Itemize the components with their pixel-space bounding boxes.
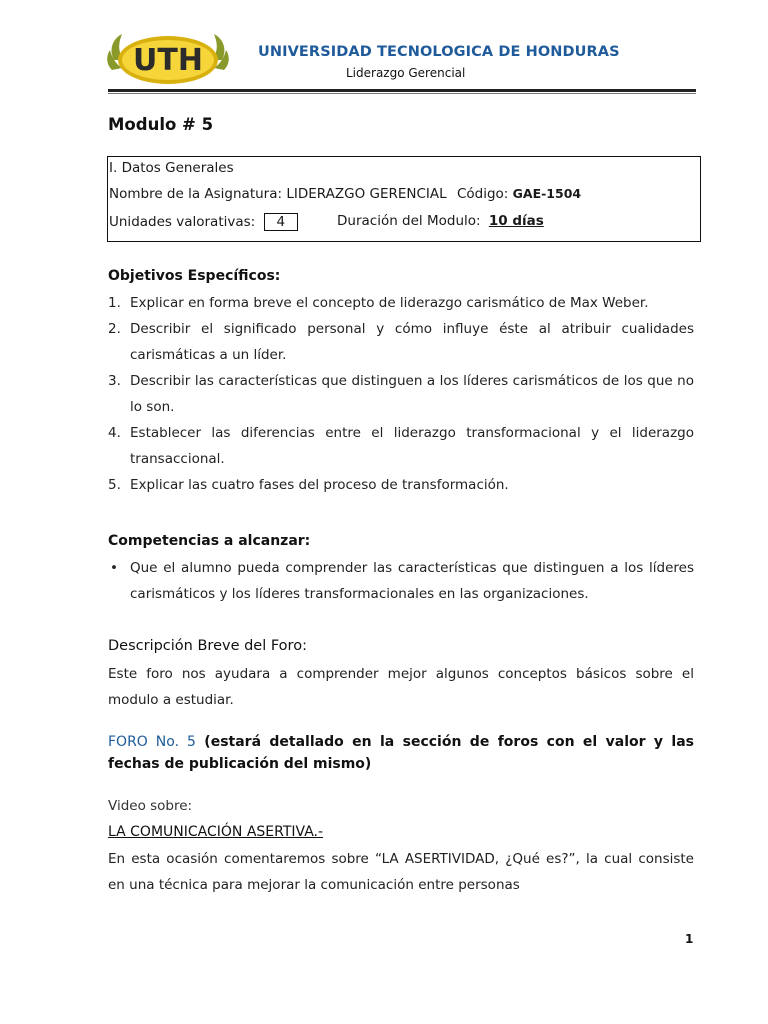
university-logo bbox=[104, 30, 232, 90]
objective-number: 5. bbox=[108, 477, 121, 493]
logo-text: UTH bbox=[133, 43, 203, 78]
foro-block bbox=[108, 731, 694, 775]
code-value: GAE-1504 bbox=[512, 186, 582, 201]
code-label: Código: bbox=[456, 186, 509, 202]
duration-value: 10 días bbox=[488, 213, 544, 229]
objective-text-cont: transaccional. bbox=[130, 451, 225, 467]
objectives-title: Objetivos Específicos: bbox=[108, 268, 281, 284]
module-title: Modulo # 5 bbox=[108, 115, 214, 134]
forum-desc-line: modulo a estudiar. bbox=[108, 692, 234, 708]
forum-desc-title: Descripción Breve del Foro: bbox=[108, 638, 307, 654]
foro-line-1 bbox=[108, 731, 694, 753]
competencies-title: Competencias a alcanzar: bbox=[108, 533, 311, 549]
bullet: • bbox=[110, 560, 118, 576]
objective-text-cont: carismáticas a un líder. bbox=[130, 347, 287, 363]
video-line: en una técnica para mejorar la comunicación entre personas bbox=[108, 877, 520, 893]
page-number: 1 bbox=[685, 932, 694, 946]
objective-number: 2. bbox=[108, 321, 121, 337]
duration-label: Duración del Modulo: bbox=[337, 213, 481, 229]
forum-desc-body bbox=[108, 661, 694, 713]
competency-text: Que el alumno pueda comprender las características que distinguen a los líderes bbox=[130, 560, 694, 576]
objective-text: Establecer las diferencias entre el liderazgo transformacional y el liderazgo bbox=[130, 425, 694, 441]
foro-desc-2: fechas de publicación del mismo) bbox=[108, 756, 372, 772]
header-rule bbox=[108, 89, 696, 92]
units-label: Unidades valorativas: bbox=[109, 214, 256, 230]
objective-text: Explicar en forma breve el concepto de liderazgo carismático de Max Weber. bbox=[130, 295, 649, 311]
objective-number: 4. bbox=[108, 425, 121, 441]
objective-number: 1. bbox=[108, 295, 121, 311]
objective-text: Describir las características que distinguen a los líderes carismáticos de los que no bbox=[130, 373, 694, 389]
general-section-title: I. Datos Generales bbox=[109, 160, 234, 176]
objective-number: 3. bbox=[108, 373, 121, 389]
duration-row bbox=[337, 213, 544, 229]
units-row bbox=[109, 213, 298, 231]
objective-text: Explicar las cuatro fases del proceso de transformación. bbox=[130, 477, 509, 493]
objective-item bbox=[108, 290, 694, 316]
subject-row bbox=[109, 186, 581, 202]
competency-text-cont: carismáticos y los líderes transformacionales en las organizaciones. bbox=[130, 586, 589, 602]
objective-text-cont: lo son. bbox=[130, 399, 175, 415]
video-body bbox=[108, 846, 694, 898]
video-line: En esta ocasión comentaremos sobre “LA ASERTIVIDAD, ¿Qué es?”, la cual consiste bbox=[108, 851, 694, 867]
competencies-list bbox=[108, 555, 694, 607]
course-header: Liderazgo Gerencial bbox=[346, 66, 466, 80]
subject-label: Nombre de la Asignatura: bbox=[109, 186, 283, 202]
objective-item bbox=[108, 472, 694, 498]
units-value: 4 bbox=[264, 213, 299, 231]
header-rule-thin bbox=[108, 93, 696, 94]
university-name: UNIVERSIDAD TECNOLOGICA DE HONDURAS bbox=[258, 44, 620, 60]
video-intro: Video sobre: bbox=[108, 798, 193, 814]
video-title: LA COMUNICACIÓN ASERTIVA.- bbox=[108, 824, 324, 840]
foro-desc-1: (estará detallado en la sección de foros con el valor y las bbox=[204, 734, 694, 750]
foro-label: FORO No. 5 bbox=[108, 734, 196, 750]
subject-value: LIDERAZGO GERENCIAL bbox=[286, 186, 447, 202]
objective-text: Describir el significado personal y cómo influye éste al atribuir cualidades bbox=[130, 321, 694, 337]
forum-desc-line: Este foro nos ayudara a comprender mejor algunos conceptos básicos sobre el bbox=[108, 666, 694, 682]
objective-item bbox=[108, 420, 694, 472]
objective-item bbox=[108, 316, 694, 368]
objectives-list bbox=[108, 290, 694, 502]
objective-item bbox=[108, 368, 694, 420]
